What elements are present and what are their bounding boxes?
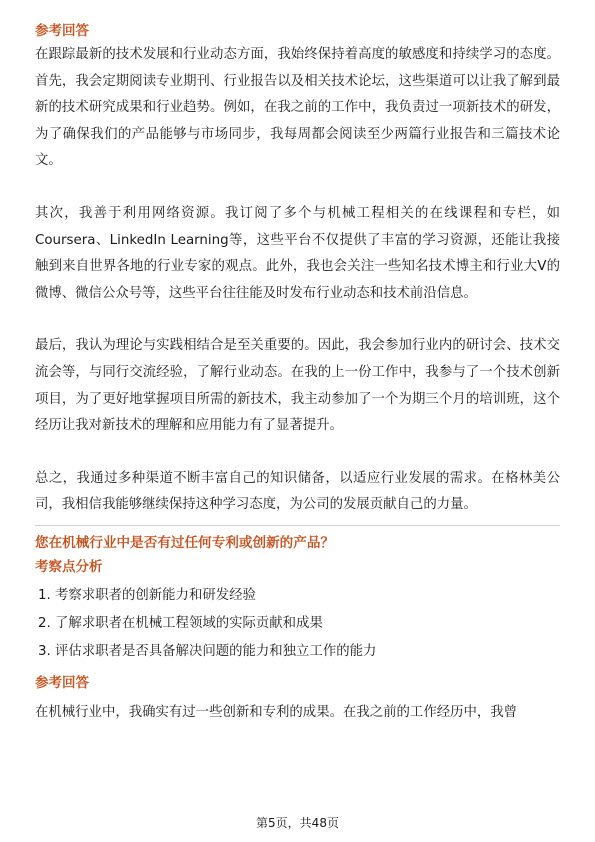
- reference-answer-label: 参考回答: [35, 23, 89, 39]
- analysis-item-3: 3. 评估求职者是否具备解决问题的能力和独立工作的能力: [38, 643, 377, 659]
- answer-paragraph-4: 总之，我通过多种渠道不断丰富自己的知识储备，以适应行业发展的需求。在格林美公司，我相信我能够继续保持这种学习态度，为公司的发展贡献自己的力量。: [35, 470, 560, 513]
- analysis-list: [35, 584, 560, 664]
- answer-paragraph-2: 其次，我善于利用网络资源。我订阅了多个与机械工程相关的在线课程和专栏，如Coursera、LinkedIn Learning等，这些平台不仅提供了丰富的学习资源，还能让我接触到来自世界各地的行业专家的观点。此外，我也会关注一些知名技术博主和行业大V的微博、微信公众号等，这些平台往往能及时发布行业动态和技术前沿信息。: [35, 205, 560, 301]
- interview-question: 您在机械行业中是否有过任何专利或创新的产品？: [35, 534, 335, 551]
- analysis-label: 考察点分析: [35, 558, 103, 575]
- answer-paragraph-3: 最后，我认为理论与实践相结合是至关重要的。因此，我会参加行业内的研讨会、技术交流会等，与同行交流经验，了解行业动态。在我的上一份工作中，我参与了一个技术创新项目，为了更好地掌握项目所需的新技术，我主动参加了一个为期三个月的培训班，这个经历让我对新技术的理解和应用能力有了显著提升。: [35, 338, 560, 434]
- answer-paragraph-5: 在机械行业中，我确实有过一些创新和专利的成果。在我之前的工作经历中，我曾: [35, 704, 518, 720]
- answer-paragraph-1: 在跟踪最新的技术发展和行业动态方面，我始终保持着高度的敏感度和持续学习的态度。首先，我会定期阅读专业期刊、行业报告以及相关技术论坛，这些渠道可以让我了解到最新的技术研究成果和行业趋势。例如，在我之前的工作中，我负责过一项新技术的研发，为了确保我们的产品能够与市场同步，我每周都会阅读至少两篇行业报告和三篇技术论文。: [35, 47, 560, 169]
- section-divider: [35, 525, 560, 526]
- reference-answer-label-2: 参考回答: [35, 674, 89, 691]
- analysis-item-2: 2. 了解求职者在机械工程领域的实际贡献和成果: [38, 615, 323, 631]
- analysis-item-1: 1. 考察求职者的创新能力和研发经验: [38, 587, 256, 603]
- document-page: [35, 20, 560, 727]
- page-number: 第5页，共48页: [256, 816, 339, 830]
